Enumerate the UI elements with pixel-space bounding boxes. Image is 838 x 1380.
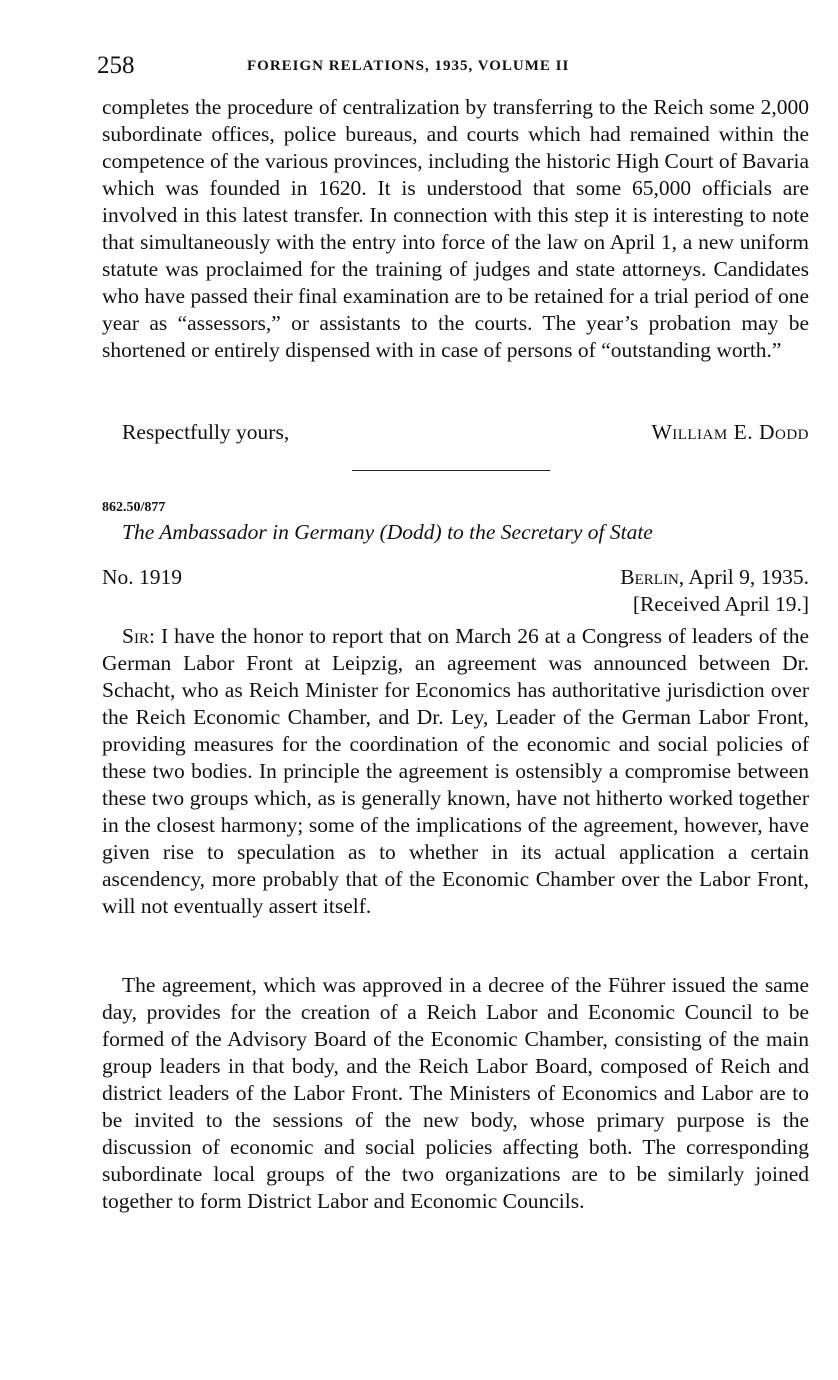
dateline-date: , April 9, 1935. [678, 565, 809, 589]
received-date: [Received April 19.] [632, 592, 809, 616]
paragraph-1-text: : I have the honor to report that on March 26 at a Congress of leaders of the German Labor Front at Leipzig, an agreement was announced between Dr. Schacht, who as Reich Minister for Economics has authoritative jurisdiction over the Reich Economic Chamber, and Dr. Ley, Leader of the German Labor Front, providing measures for the coordination of the economic and social policies of these two bodies. In principle the agreement is ostensibly a compromise between these two groups which, as is generally known, have not hitherto worked together in the closest harmony; some of the implications of the agreement, however, have given rise to speculation as to whether in its actual application a certain ascendency, more probably that of the Economic Chamber over the Labor Front, will not eventually assert itself. [102, 624, 809, 918]
valediction: Respectfully yours, [122, 420, 290, 444]
closing-line [102, 420, 809, 450]
page-number: 258 [97, 52, 135, 79]
body-paragraph-2: The agreement, which was approved in a decree of the Führer issued the same day, provides for the creation of a Reich Labor and Economic Council to be formed of the Advisory Board of the Economic Chamber, consisting of the main group leaders in that body, and the Reich Labor Board, composed of Reich and district leaders of the Labor Front. The Ministers of Economics and Labor are to be invited to the sessions of the new body, whose primary purpose is the discussion of economic and social policies affecting both. The corresponding subordinate local groups of the two organizations are to be similarly joined together to form District Labor and Economic Councils. [102, 973, 809, 1213]
dateline-city: Berlin [620, 565, 679, 589]
page-header [97, 52, 809, 86]
dispatch-number: No. 1919 [102, 565, 183, 589]
document-title: The Ambassador in Germany (Dodd) to the Secretary of State [122, 520, 653, 544]
file-number: 862.50/877 [102, 500, 166, 515]
running-title: FOREIGN RELATIONS, 1935, VOLUME II [247, 58, 570, 74]
salutation: Sir [122, 624, 149, 648]
body-paragraph-1 [102, 623, 809, 920]
continuation-paragraph: completes the procedure of centralization by transferring to the Reich some 2,000 subordinate offices, police bureaus, and courts which had remained within the competence of the various provinces, including the historic High Court of Bavaria which was founded in 1620. It is understood that some 65,000 officials are involved in this latest transfer. In connection with this step it is interesting to note that simultaneously with the entry into force of the law on April 1, a new uniform statute was proclaimed for the training of judges and state attorneys. Candidates who have passed their final examination are to be retained for a trial period of one year as “assessors,” or assistants to the courts. The year’s probation may be shortened or entirely dispensed with in case of persons of “outstanding worth.” [102, 95, 809, 362]
section-divider [352, 470, 550, 471]
signature: William E. Dodd [651, 420, 809, 444]
document-meta [102, 565, 809, 625]
dateline [620, 565, 809, 590]
